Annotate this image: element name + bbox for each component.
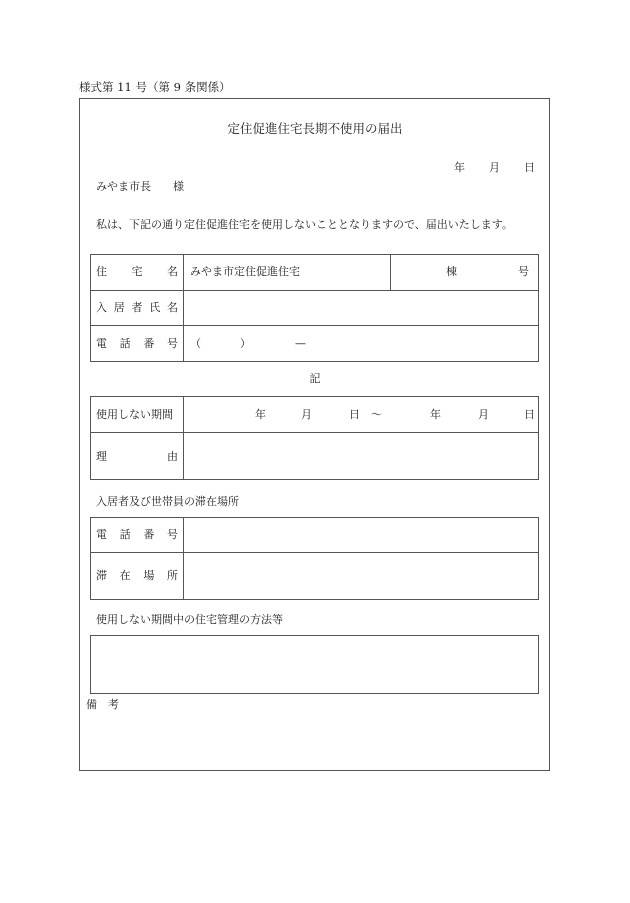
phone-number-field[interactable]	[184, 326, 538, 361]
reason-label: 理 由	[96, 450, 178, 463]
resident-name-field[interactable]	[184, 291, 538, 325]
stay-phone-label: 電 話 番 号	[96, 528, 178, 541]
period-tilde: ～	[371, 408, 382, 421]
section-ki-heading: 記	[309, 372, 321, 385]
phone-dash: —	[295, 337, 306, 350]
date-year-label: 年	[454, 161, 465, 174]
date-month-label: 月	[489, 161, 500, 174]
phone-paren-open: （	[190, 337, 201, 350]
document-title: 定住促進住宅長期不使用の届出	[227, 121, 403, 136]
stay-phone-field[interactable]	[184, 518, 538, 552]
period-end-day: 日	[524, 408, 535, 421]
period-start-year: 年	[255, 408, 266, 421]
stay-place-field[interactable]	[184, 553, 538, 599]
building-label: 棟	[446, 265, 457, 278]
addressee: みやま市長 様	[96, 180, 184, 193]
date-day-label: 日	[524, 161, 535, 174]
period-end-month: 月	[478, 408, 489, 421]
unused-period-label: 使用しない期間	[96, 408, 173, 421]
management-method-field[interactable]	[90, 635, 539, 694]
period-end-year: 年	[430, 408, 441, 421]
period-start-month: 月	[301, 408, 312, 421]
residence-name-value: みやま市定住促進住宅	[190, 265, 300, 278]
form-number: 様式第 11 号（第 9 条関係）	[79, 80, 231, 94]
room-number-label: 号	[518, 265, 529, 278]
statement-text: 私は、下記の通り定住促進住宅を使用しないこととなりますので、届出いたします。	[96, 218, 513, 231]
period-start-day: 日	[349, 408, 360, 421]
resident-name-label: 入 居 者 氏 名	[96, 301, 178, 314]
stay-location-heading: 入居者及び世帯員の滞在場所	[96, 495, 239, 508]
phone-number-label: 電 話 番 号	[96, 337, 178, 350]
reason-field[interactable]	[184, 433, 538, 479]
phone-paren-close: ）	[240, 337, 251, 350]
remarks-label: 備 考	[86, 698, 119, 711]
stay-place-label: 滞 在 場 所	[96, 569, 178, 582]
residence-name-label: 住 宅 名	[96, 265, 178, 278]
management-method-heading: 使用しない期間中の住宅管理の方法等	[96, 613, 283, 626]
